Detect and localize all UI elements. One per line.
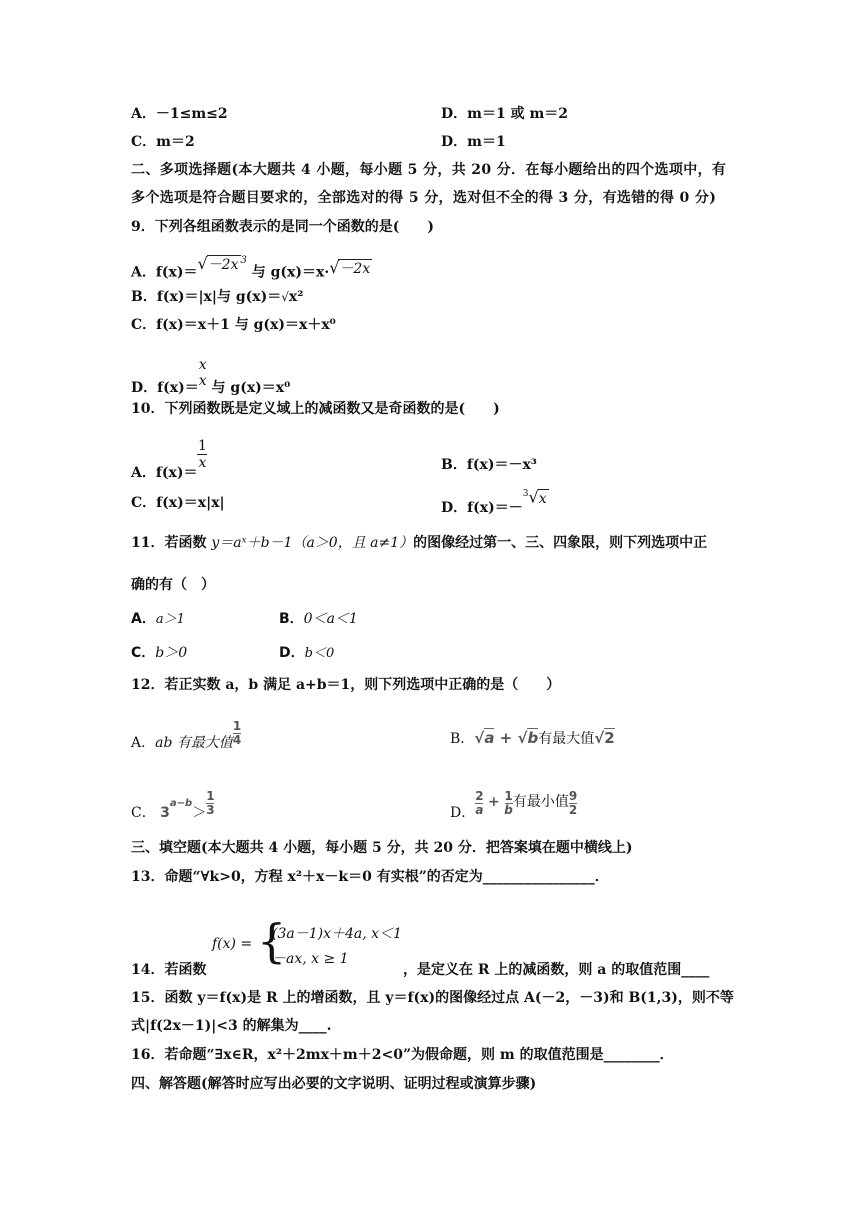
q14-fx: f(x) =	[212, 936, 253, 952]
q9-option-b: B．f(x)＝|x|与 g(x)＝√x²	[131, 289, 304, 305]
q12-option-a: A．ab 有最大值 $\frac{1}{4}$	[131, 719, 242, 751]
section2-heading: 二、多项选择题(本大题共 4 小题，每小题 5 分，共 20 分．在每小题给出的四个选项中，有	[131, 162, 727, 178]
q8-option-d2: D．m＝1	[441, 134, 506, 150]
q11-option-a: A．a＞1	[131, 611, 185, 627]
q11-stem: 11．若函数 y＝aˣ＋b－1（a＞0，且 a≠1）的图像经过第一、三、四象限，则下列选项中正	[131, 535, 708, 551]
q11-option-d: D．b＜0	[279, 645, 335, 661]
q9-stem: 9．下列各组函数表示的是同一个函数的是( )	[131, 219, 434, 235]
q10-option-a: A．f(x)＝ $\frac{1}{x}$	[131, 438, 207, 481]
q14-case1: (3a－1)x＋4a, x＜1	[272, 926, 402, 942]
q9-option-a: A．f(x)＝√－2x $^3$ 与 g(x)＝x·√－2x	[131, 253, 371, 281]
q14-prefix: 14．若函数	[131, 962, 207, 978]
q9-option-c: C．f(x)＝x＋1 与 g(x)＝x＋x⁰	[131, 317, 336, 333]
q10-option-c: C．f(x)＝x|x|	[131, 495, 225, 511]
q12-option-d: D． $\frac{2}{a}$ + $\frac{1}{b}$ 有最小值 $\frac{9}{2}$	[450, 789, 578, 821]
q12-stem: 12．若正实数 a，b 满足 a+b＝1，则下列选项中正确的是（ ）	[131, 677, 561, 693]
q12-option-c: C． $3^{a-b}>$ $\frac{1}{3}$	[131, 789, 215, 821]
section2-heading-cont: 多个选项是符合题目要求的，全部选对的得 5 分，选对但不全的得 3 分，有选错的得 0 分)	[131, 190, 717, 206]
q14-brace: {	[257, 914, 287, 968]
q15-stem: 15．函数 y＝f(x)是 R 上的增函数，且 y＝f(x)的图像经过点 A(－2，－3)和 B(1,3)，则不等	[131, 990, 734, 1006]
q15-stem-cont: 式|f(2x－1)|<3 的解集为____.	[131, 1018, 332, 1034]
q11-stem-cont: 确的有（ ）	[131, 577, 215, 593]
q16-stem: 16．若命题“∃x∈R，x²＋2mx＋m＋2<0”为假命题，则 m 的取值范围是________．	[131, 1047, 674, 1063]
q12-option-b: B．√a + √b有最大值√2	[450, 729, 615, 747]
q13-stem: 13．命题“∀k>0，方程 x²＋x－k＝0 有实根”的否定为________________．	[131, 869, 609, 885]
section4-heading: 四、解答题(解答时应写出必要的文字说明、证明过程或演算步骤)	[131, 1076, 537, 1092]
q14-case2: －ax, x ≥ 1	[272, 951, 349, 967]
q8-option-c: C．m＝2	[131, 134, 195, 150]
q9-option-d: D．f(x)＝ x x 与 g(x)＝x⁰	[131, 357, 291, 396]
q11-option-c: C．b＞0	[131, 645, 188, 661]
q10-option-b: B．f(x)＝－x³	[441, 457, 537, 473]
q8-option-a: A．－1≤m≤2	[131, 106, 228, 122]
q11-option-b: B．0＜a＜1	[279, 611, 358, 627]
q8-option-d: D．m＝1 或 m＝2	[441, 106, 568, 122]
section3-heading: 三、填空题(本大题共 4 小题，每小题 5 分，共 20 分．把答案填在题中横线上)	[131, 840, 633, 856]
q10-option-d: D．f(x)＝－$^3$√x	[441, 487, 547, 516]
q14-suffix: ，是定义在 R 上的减函数，则 a 的取值范围____	[403, 962, 710, 978]
q10-stem: 10．下列函数既是定义域上的减函数又是奇函数的是( )	[131, 401, 500, 417]
